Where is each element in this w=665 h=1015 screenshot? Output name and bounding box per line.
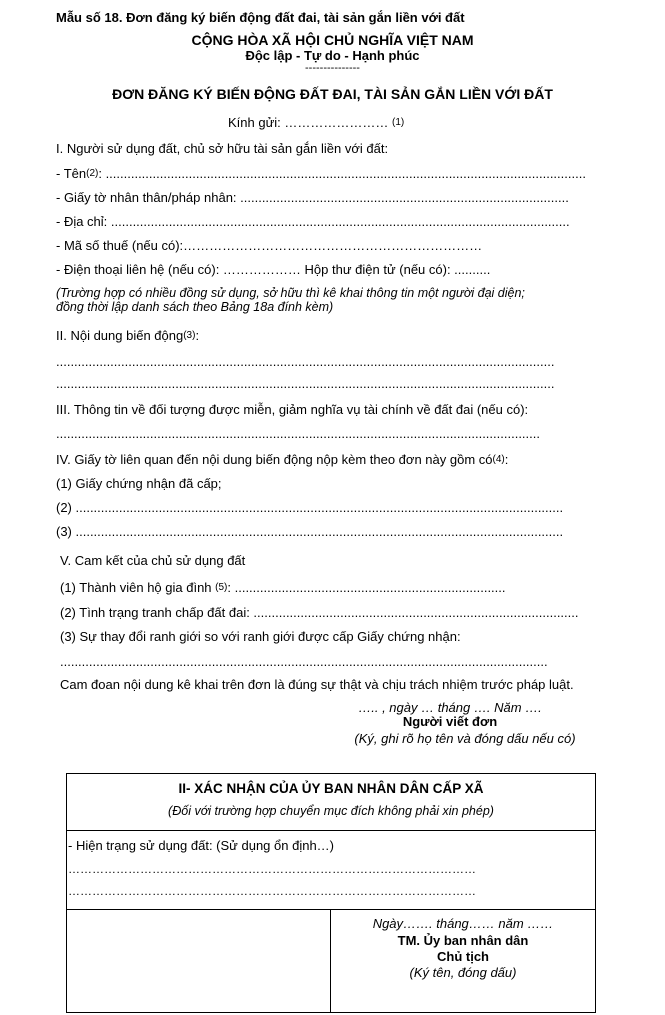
section4-label: IV. Giấy tờ liên quan đến nội dung biến động nộp kèm theo đơn này gồm có [56, 452, 493, 467]
address-field: - Địa chỉ: ............................................................................................................................... [56, 214, 570, 229]
tax-field: - Mã số thuế (nếu có):…………………………………………………………… [56, 238, 483, 253]
land-dispute-field: (2) Tình trạng tranh chấp đất đai: .......................................................................................... [60, 605, 579, 620]
name-footnote: (2) [86, 168, 99, 179]
representative-note-2: đồng thời lập danh sách theo Bảng 18a đính kèm) [56, 300, 334, 314]
confirmation-subtitle: (Đối với trường hợp chuyển mục đích không phải xin phép) [168, 804, 494, 818]
section4-item-2: (2) ....................................................................................................................................... [56, 500, 564, 515]
name-field [56, 166, 586, 181]
chairman-label: Chủ tịch [437, 949, 489, 964]
phone-email-field: - Điện thoại liên hệ (nếu có): ……………… Hộp thư điện tử (nếu có): .......... [56, 262, 491, 277]
confirmation-date: Ngày……. tháng…… năm …… [372, 916, 554, 931]
name-label: - Tên [56, 166, 87, 181]
form-number: Mẫu số 18. Đơn đăng ký biến động đất đai, tài sản gắn liền với đất [56, 10, 465, 25]
household-members-field [60, 580, 506, 595]
section2-colon: : [195, 328, 200, 343]
nation-title: CỘNG HÒA XÃ HỘI CHỦ NGHĨA VIỆT NAM [191, 32, 474, 48]
household-label: (1) Thành viên hộ gia đình [60, 580, 212, 595]
confirmation-title: II- XÁC NHẬN CỦA ỦY BAN NHÂN DÂN CẤP XÃ [178, 781, 484, 796]
land-status-line-2: ………………………………………………………………………………………… [68, 884, 476, 898]
section2-line-2: .......................................................................................................................................... [56, 376, 555, 391]
confirmation-left-cell [66, 909, 331, 1013]
section1-heading: I. Người sử dụng đất, chủ sở hữu tài sản gắn liền với đất: [56, 141, 389, 156]
signature-date: ….. , ngày … tháng …. Năm …. [358, 700, 542, 715]
household-blank: : ........................................................................... [227, 580, 506, 595]
section2-footnote: (3) [183, 330, 196, 341]
addressee-label: Kính gửi: …………………… [228, 115, 389, 130]
land-status-line-1: ………………………………………………………………………………………… [68, 862, 476, 876]
pledge-statement: Cam đoan nội dung kê khai trên đơn là đúng sự thật và chịu trách nhiệm trước pháp luật. [60, 677, 574, 692]
section2-label: II. Nội dung biến động [56, 328, 184, 343]
section4-colon: : [504, 452, 509, 467]
section2-line-1: .......................................................................................................................................... [56, 354, 555, 369]
stamp-note: (Ký tên, đóng dấu) [409, 965, 517, 980]
section3-line-1: ...................................................................................................................................... [56, 426, 540, 441]
committee-label: TM. Ủy ban nhân dân [397, 933, 529, 948]
section4-item-3: (3) ....................................................................................................................................... [56, 524, 564, 539]
representative-note-1: (Trường hợp có nhiều đồng sử dụng, sở hữu thì kê khai thông tin một người đại diện; [56, 286, 525, 300]
section2-heading [56, 328, 199, 343]
motto: Độc lập - Tự do - Hạnh phúc [245, 48, 420, 63]
section3-heading: III. Thông tin về đối tượng được miễn, giảm nghĩa vụ tài chính về đất đai (nếu có): [56, 402, 529, 417]
id-doc-field: - Giấy tờ nhân thân/pháp nhân: ........................................................................................... [56, 190, 569, 205]
section4-heading [56, 452, 508, 467]
applicant-title: Người viết đơn [402, 714, 498, 729]
section4-footnote: (4) [492, 454, 505, 465]
page-title: ĐƠN ĐĂNG KÝ BIẾN ĐỘNG ĐẤT ĐAI, TÀI SẢN GẮN LIỀN VỚI ĐẤT [112, 86, 553, 102]
signature-note: (Ký, ghi rõ họ tên và đóng dấu nếu có) [354, 731, 576, 746]
section5-heading: V. Cam kết của chủ sử dụng đất [60, 553, 246, 568]
boundary-change-line: ....................................................................................................................................... [60, 654, 548, 669]
addressee [228, 115, 404, 130]
name-blank: : ..................................................................................................................................... [98, 166, 586, 181]
land-status-label: - Hiện trạng sử dụng đất: (Sử dụng ổn định…) [68, 838, 334, 853]
addressee-footnote: (1) [392, 117, 405, 128]
header-divider: --------------- [305, 62, 360, 74]
section4-item-1: (1) Giấy chứng nhận đã cấp; [56, 476, 222, 491]
household-footnote: (5) [215, 582, 228, 593]
boundary-change-field: (3) Sự thay đổi ranh giới so với ranh giới được cấp Giấy chứng nhận: [60, 629, 461, 644]
